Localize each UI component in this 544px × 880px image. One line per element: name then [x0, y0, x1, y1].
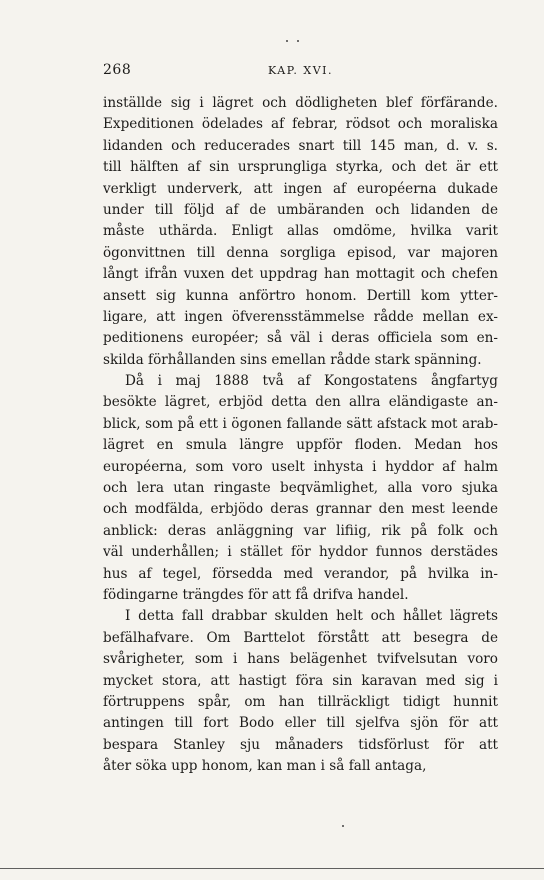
- text-line: skilda förhållanden sins emellan rådde stark spänning.: [103, 351, 482, 368]
- text-line: blick, som på ett i ögonen fallande sätt afstack mot arab-: [103, 415, 498, 432]
- text-line: förtruppens spår, om han tillräckligt tidigt hunnit: [103, 693, 498, 710]
- ink-speck: [297, 40, 299, 42]
- page-number: 268: [103, 62, 132, 78]
- body-text: [103, 93, 498, 778]
- text-line: mycket stora, att hastigt föra sin karavan med sig i: [103, 672, 498, 689]
- ink-speck: [286, 40, 288, 42]
- text-line: väl underhållen; i stället för hyddor funnos derstädes: [103, 544, 498, 561]
- text-line: inställde sig i lägret och dödligheten blef förfärande.: [103, 95, 498, 111]
- text-line: ögonvittnen till denna sorgliga episod, var majoren: [103, 244, 498, 261]
- text-line: antingen till fort Bodo eller till sjelfva sjön för att: [103, 715, 498, 732]
- text-line: och modfälda, erbjödo deras grannar den mest leende: [103, 501, 498, 518]
- text-line: hus af tegel, försedda med verandor, på hvilka in-: [103, 565, 498, 582]
- text-line: till hälften af sin ursprungliga styrka, och det är ett: [103, 159, 498, 176]
- text-line: måste uthärda. Enligt allas omdöme, hvilka varit: [103, 223, 498, 240]
- page-edge-line: [0, 868, 544, 869]
- text-line: ansett sig kunna anförtro honom. Dertill kom ytter-: [103, 287, 498, 304]
- text-line: verkligt underverk, att ingen af européerna dukade: [103, 180, 498, 197]
- paragraph: [103, 606, 498, 777]
- running-head: KAP. XVI.: [268, 64, 333, 77]
- text-line: födingarne trängdes för att få drifva handel.: [103, 586, 409, 603]
- text-line: svårigheter, som i hans belägenhet tvifvelsutan voro: [103, 651, 498, 668]
- paragraph: [103, 93, 498, 371]
- text-line: Då i maj 1888 två af Kongostatens ångfartyg: [125, 373, 498, 390]
- text-line: befälhafvare. Om Barttelot förstått att besegra de: [103, 629, 498, 646]
- text-line: ligare, att ingen öfverensstämmelse rådde mellan ex-: [103, 308, 498, 325]
- text-line: lidanden och reducerades snart till 145 man, d. v. s.: [103, 137, 498, 154]
- text-line: och lera utan ringaste beqvämlighet, alla voro sjuka: [103, 480, 498, 497]
- text-line: peditionens européer; så väl i deras officiela som en-: [103, 330, 498, 347]
- text-line: åter söka upp honom, kan man i så fall antaga,: [103, 758, 427, 775]
- text-line: Expeditionen ödelades af febrar, rödsot och moraliska: [103, 116, 498, 133]
- text-line: under till följd af de umbäranden och lidanden de: [103, 201, 498, 218]
- text-line: I detta fall drabbar skulden helt och hållet lägrets: [125, 608, 498, 625]
- text-line: bespara Stanley sju månaders tidsförlust för att: [103, 736, 498, 753]
- text-line: långt ifrån vuxen det uppdrag han mottagit och chefen: [103, 266, 498, 283]
- page-header: [103, 62, 498, 82]
- text-line: anblick: deras anläggning var lifiig, rik på folk och: [103, 522, 498, 539]
- text-line: lägret en smula längre uppför floden. Medan hos: [103, 437, 498, 454]
- ink-speck: [342, 825, 344, 827]
- paragraph: [103, 371, 498, 606]
- text-line: besökte lägret, erbjöd detta den allra eländigaste an-: [103, 394, 498, 411]
- text-line: européerna, som voro uselt inhysta i hyddor af halm: [103, 458, 498, 475]
